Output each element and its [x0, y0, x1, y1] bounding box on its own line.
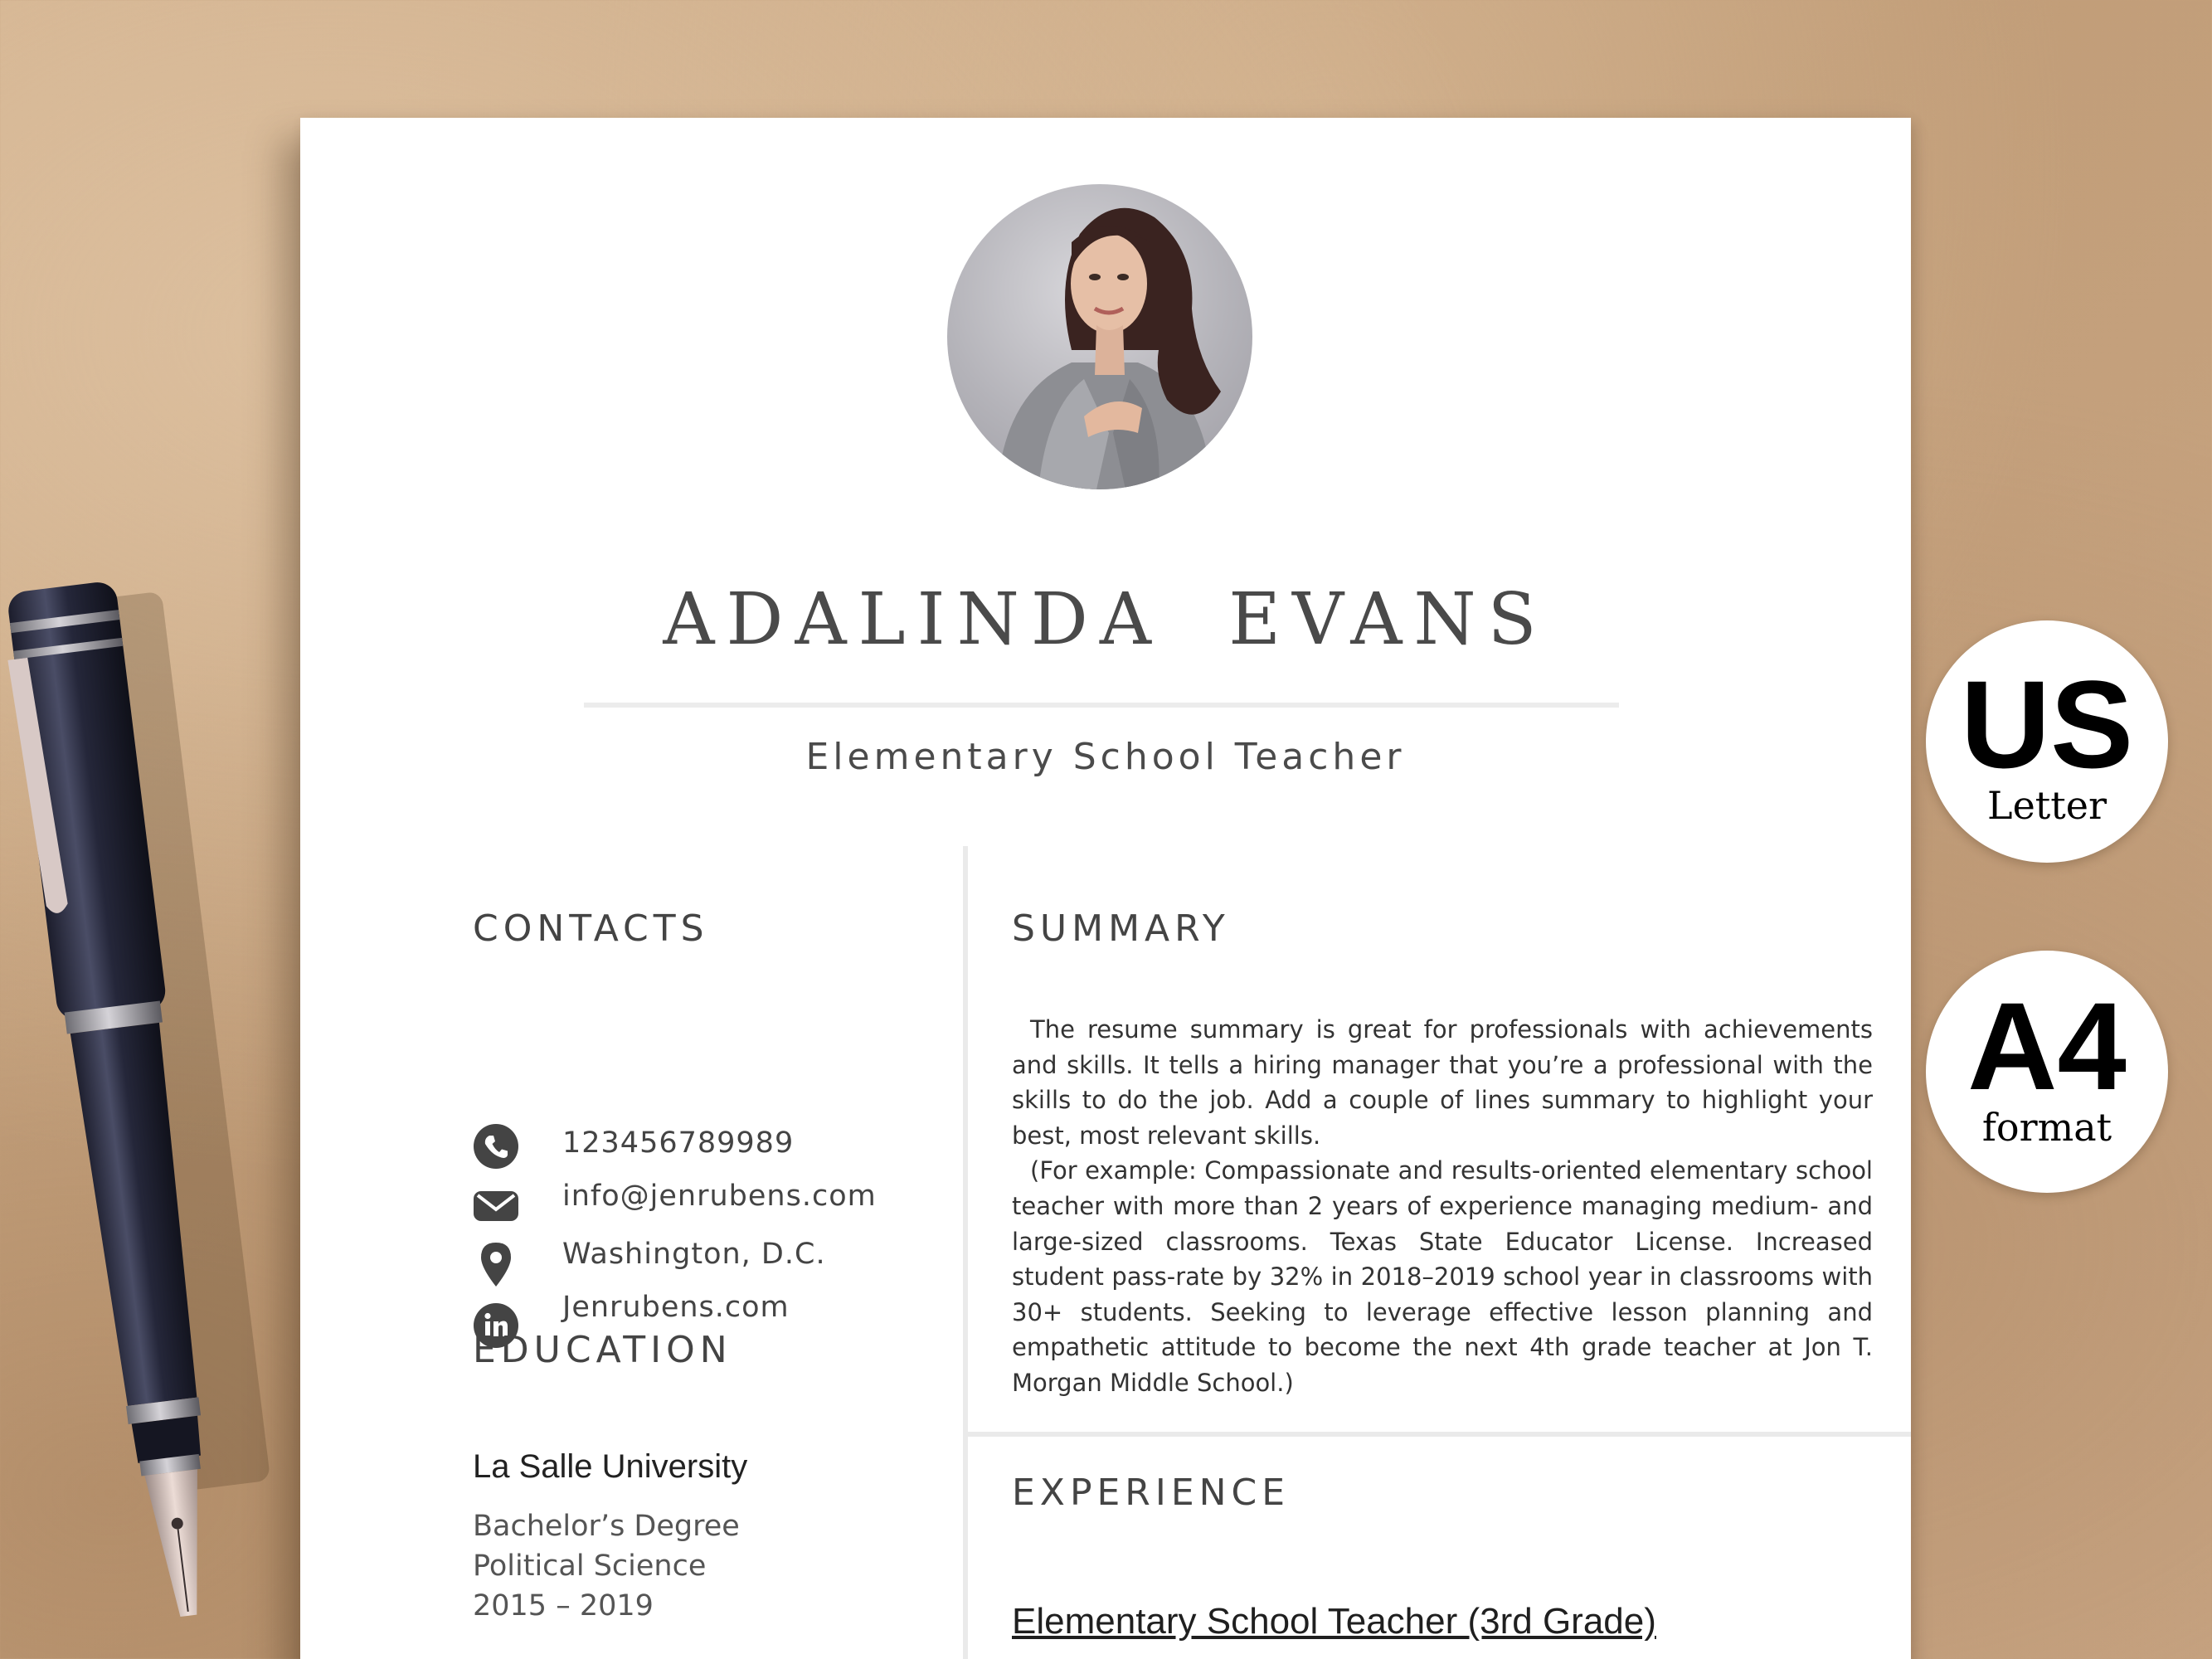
summary-body [1012, 1012, 1873, 1401]
us-badge-label: US [1960, 654, 2134, 794]
a4-badge-sublabel: format [1981, 1105, 2112, 1150]
a4-badge-label: A4 [1967, 976, 2127, 1116]
job-title: Elementary School Teacher [805, 736, 1406, 778]
phone-icon [473, 1123, 519, 1170]
email-address: info@jenrubens.com [562, 1180, 877, 1213]
education-years: 2015 – 2019 [473, 1589, 654, 1623]
education-school: La Salle University [473, 1448, 748, 1485]
candidate-name: ADALINDA EVANS [663, 578, 1548, 661]
education-heading: EDUCATION [473, 1329, 732, 1371]
summary-paragraph-1: The resume summary is great for professionals with achievements and skills. It tells a hiring manager that you’re a professional with the skills to do the job. Add a couple of lines summary to highlight your best, most relevant skills. [1012, 1015, 1873, 1150]
experience-job-title: Elementary School Teacher (3rd Grade) [1012, 1601, 1656, 1642]
phone-number: 123456789989 [562, 1126, 795, 1160]
education-degree: Bachelor’s Degree [473, 1510, 740, 1543]
summary-heading: SUMMARY [1012, 907, 1230, 950]
summary-paragraph-2: (For example: Compassionate and results-oriented elementary school teacher with more than 2 years of experience managing medium- and large-sized classrooms. Texas State Educator License. Increased student pass-rate by 32% in 2018–2019 school year in classrooms with 30+ students. Seeking to leverage effective lesson planning and empathetic attitude to become the next 4th grade teacher at Jon T. Morgan Middle School.) [1012, 1156, 1873, 1397]
location: Washington, D.C. [562, 1238, 826, 1271]
a4-format-badge [1926, 951, 2168, 1193]
profile-photo-illustration [947, 184, 1252, 489]
column-divider [963, 846, 968, 1659]
location-pin-icon [473, 1241, 519, 1287]
name-divider [584, 703, 1619, 708]
website: Jenrubens.com [562, 1291, 790, 1324]
education-field: Political Science [473, 1550, 707, 1583]
profile-photo [947, 184, 1252, 489]
contacts-heading: CONTACTS [473, 907, 709, 950]
us-badge-sublabel: Letter [1987, 783, 2107, 828]
resume-page [300, 118, 1911, 1659]
us-letter-badge [1926, 620, 2168, 863]
experience-heading: EXPERIENCE [1012, 1472, 1291, 1514]
section-divider [968, 1432, 1911, 1437]
mail-icon [473, 1183, 519, 1229]
